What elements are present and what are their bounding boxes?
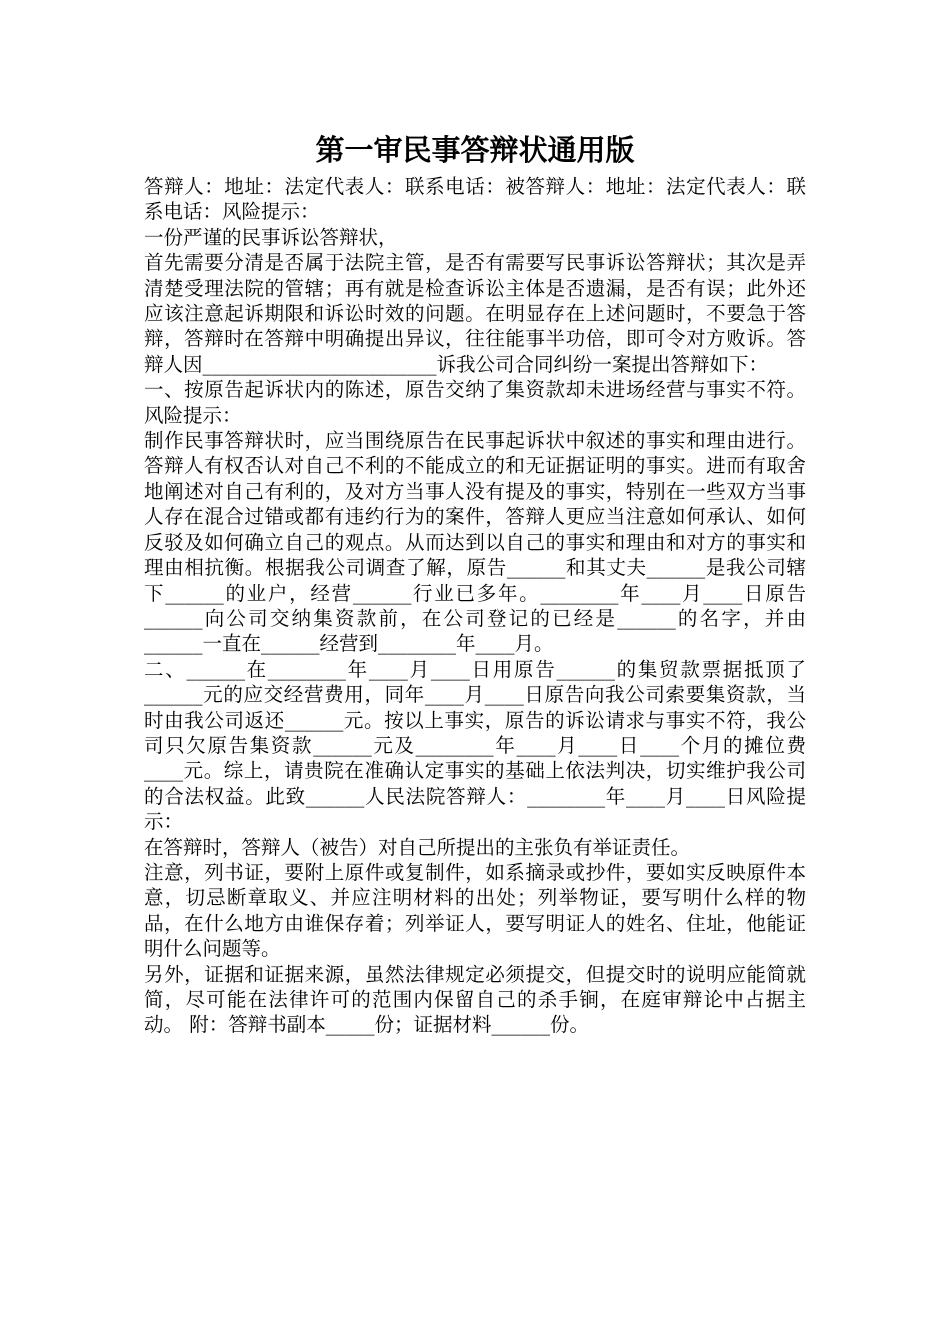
document-body [144,174,806,1038]
paragraph-attachments: 另外，证据和证据来源，虽然法律规定必须提交，但提交时的说明应能简就简，尽可能在法律许可的范围内保留自己的杀手锏，在庭审辩论中占据主动。 附：答辩书副本_____份；证据材料______份。 [144,962,806,1037]
paragraph-evidence-notes: 注意，列书证，要附上原件或复制件，如系摘录或抄件，要如实反映原件本意，切忌断章取义、并应注明材料的出处；列举物证，要写明什么样的物品，在什么地方由谁保存着；列举证人，要写明证人的姓名、住址，他能证明什么问题等。 [144,860,806,961]
paragraph-parties: 答辩人：地址：法定代表人：联系电话：被答辩人：地址：法定代表人：联系电话：风险提示： [144,175,806,224]
paragraph-point-one: 一、按原告起诉状内的陈述，原告交纳了集资款却未进场经营与事实不符。风险提示： [144,378,806,427]
paragraph-intro: 一份严谨的民事诉讼答辩状， [144,225,398,249]
paragraph-checks: 首先需要分清是否属于法院主管，是否有需要写民事诉讼答辩状；其次是弄清楚受理法院的管辖；再有就是检查诉讼主体是否遗漏，是否有误；此外还应该注意起诉期限和诉讼时效的问题。在明显存在上述问题时，不要急于答辩，答辩时在答辩中明确提出异议，往往能事半功倍，即可令对方败诉。答辩人因________________________诉我公司合同纠纷一案提出答辩如下： [144,251,806,376]
paragraph-point-two: 二、______在________年____月____日用原告______的集贸款票据抵顶了______元的应交经营费用，同年____月____日原告向我公司索要集资款，当时由我公司返还______元。按以上事实，原告的诉讼请求与事实不符，我公司只欠原告集资款______元及________年____月____日____个月的摊位费____元。综上，请贵院在准确认定事实的基础上依法判决，切实维护我公司的合法权益。此致______人民法院答辩人：________年____月____日风险提示： [144,657,806,834]
document-title: 第一审民事答辩状通用版 [315,133,635,167]
paragraph-facts: 制作民事答辩状时，应当围绕原告在民事起诉状中叙述的事实和理由进行。答辩人有权否认对自己不利的不能成立的和无证据证明的事实。进而有取舍地阐述对自己有利的，及对方当事人没有提及的事实，特别在一些双方当事人存在混合过错或都有违约行为的案件，答辩人更应当注意如何承认、如何反驳及如何确立自己的观点。从而达到以自己的事实和理由和对方的事实和理由相抗衡。根据我公司调查了解，原告______和其丈夫______是我公司辖下______的业户，经营______行业已多年。________年____月____日原告______向公司交纳集资款前，在公司登记的已经是______的名字，并由______一直在______经营到________年____月。 [144,429,806,656]
paragraph-burden-of-proof: 在答辩时，答辩人（被告）对自己所提出的主张负有举证责任。 [144,835,691,859]
